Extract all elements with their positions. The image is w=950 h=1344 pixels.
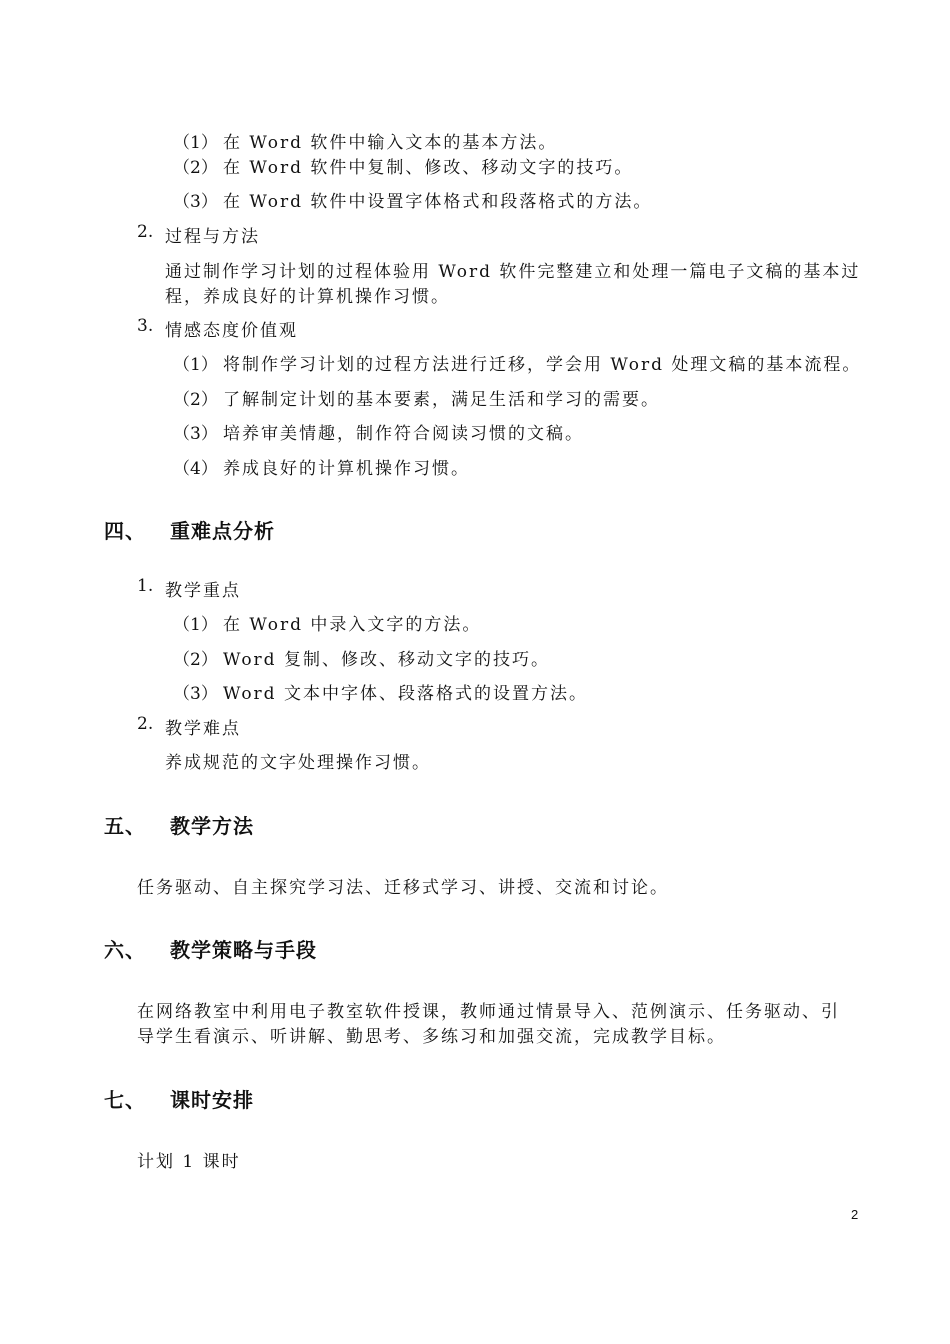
section-number: 六、: [104, 938, 146, 962]
section-heading: 教学策略与手段: [170, 938, 317, 962]
paragraph-line: 程，养成良好的计算机操作习惯。: [165, 287, 450, 307]
section-number: 五、: [104, 814, 146, 838]
list-item-number: （3）: [173, 424, 218, 444]
list-item-text: 在 Word 中录入文字的方法。: [223, 615, 482, 635]
paragraph-line: 养成规范的文字处理操作习惯。: [165, 753, 431, 773]
list-item-text: 了解制定计划的基本要素，满足生活和学习的需要。: [223, 390, 660, 410]
list-item-text: 养成良好的计算机操作习惯。: [223, 459, 470, 479]
list-item-number: （1）: [173, 133, 218, 153]
section-heading: 重难点分析: [170, 519, 275, 543]
list-item-number: （2）: [173, 650, 218, 670]
subsection-title: 教学难点: [165, 719, 241, 739]
paragraph-line: 在网络教室中利用电子教室软件授课，教师通过情景导入、范例演示、任务驱动、引: [137, 1002, 840, 1022]
subsection-title: 情感态度价值观: [165, 321, 298, 341]
list-item-text: 将制作学习计划的过程方法进行迁移，学会用 Word 处理文稿的基本流程。: [223, 355, 862, 375]
paragraph-line: 任务驱动、自主探究学习法、迁移式学习、讲授、交流和讨论。: [137, 878, 669, 898]
paragraph-line: 导学生看演示、听讲解、勤思考、多练习和加强交流，完成教学目标。: [137, 1027, 726, 1047]
list-item-text: Word 文本中字体、段落格式的设置方法。: [223, 684, 588, 704]
list-item-text: 在 Word 软件中设置字体格式和段落格式的方法。: [223, 192, 653, 212]
subsection-number: 2.: [137, 714, 154, 734]
list-item-number: （2）: [173, 158, 218, 178]
list-item-text: 在 Word 软件中复制、修改、移动文字的技巧。: [223, 158, 634, 178]
list-item-number: （2）: [173, 390, 218, 410]
section-number: 七、: [104, 1088, 146, 1112]
section-heading: 教学方法: [170, 814, 254, 838]
list-item-number: （3）: [173, 192, 218, 212]
page-number: 2: [851, 1207, 859, 1222]
subsection-title: 过程与方法: [165, 227, 260, 247]
list-item-number: （4）: [173, 459, 218, 479]
list-item-number: （1）: [173, 355, 218, 375]
subsection-number: 1.: [137, 576, 154, 596]
paragraph-line: 计划 1 课时: [137, 1152, 241, 1172]
section-heading: 课时安排: [170, 1088, 254, 1112]
list-item-text: 在 Word 软件中输入文本的基本方法。: [223, 133, 558, 153]
section-number: 四、: [104, 519, 146, 543]
list-item-number: （3）: [173, 684, 218, 704]
subsection-number: 3.: [137, 316, 154, 336]
list-item-number: （1）: [173, 615, 218, 635]
list-item-text: 培养审美情趣，制作符合阅读习惯的文稿。: [223, 424, 584, 444]
paragraph-line: 通过制作学习计划的过程体验用 Word 软件完整建立和处理一篇电子文稿的基本过: [165, 262, 861, 282]
subsection-title: 教学重点: [165, 581, 241, 601]
list-item-text: Word 复制、修改、移动文字的技巧。: [223, 650, 550, 670]
subsection-number: 2.: [137, 222, 154, 242]
